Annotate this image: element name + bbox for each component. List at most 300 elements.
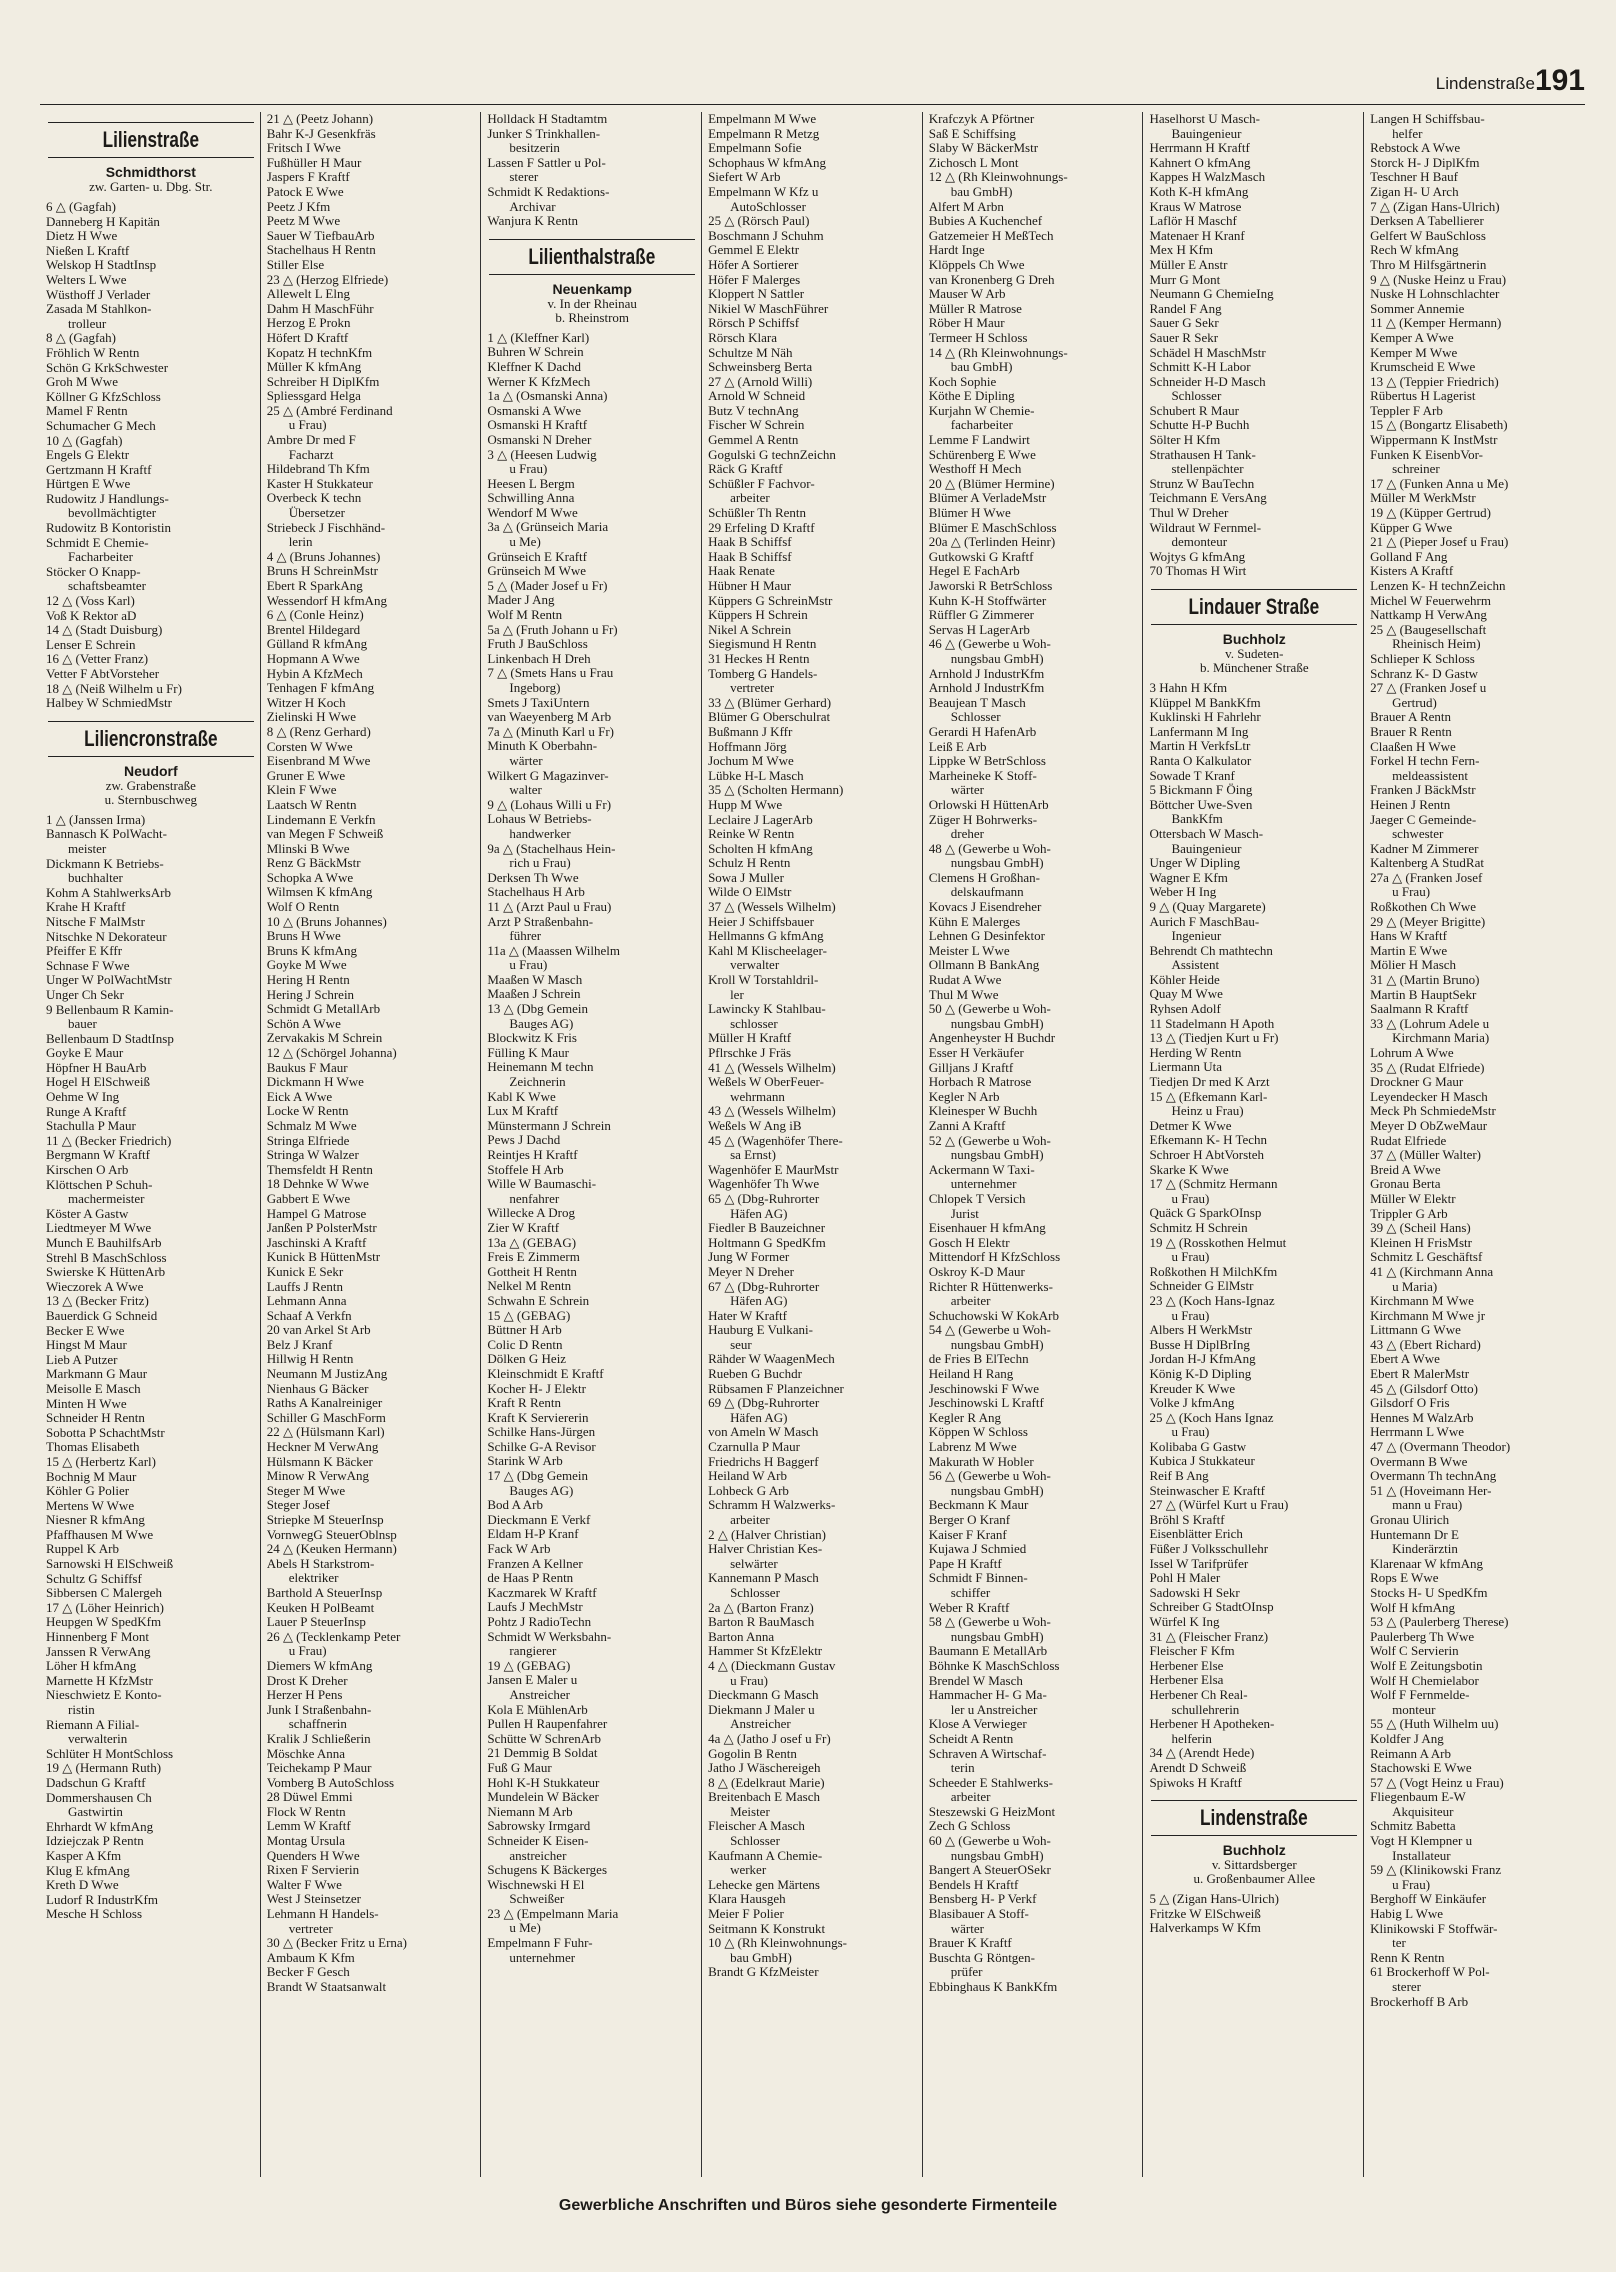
resident-entry: Hater W Kraftf <box>708 1308 787 1323</box>
resident-entry: Schreiber H DiplKfm <box>266 374 380 389</box>
resident-entry: Engels G Elektr <box>46 448 130 463</box>
resident-entry: Haak B Schiffsf <box>708 535 792 550</box>
resident-entry: Kloppert N Sattler <box>708 287 805 302</box>
resident-entry: Bruns K kfmAng <box>266 943 357 958</box>
resident-entry: 48 △ (Gewerbe u Woh- <box>928 841 1051 856</box>
resident-entry: Hoffmann Jörg <box>708 739 787 754</box>
directory-column <box>1143 112 1364 2177</box>
resident-entry: Pullen H Raupenfahrer <box>487 1717 608 1732</box>
resident-entry: wärter <box>509 753 543 768</box>
resident-entry: Stoffele H Arb <box>487 1162 564 1177</box>
resident-entry: Schmidt K Redaktions- <box>487 184 610 199</box>
resident-entry: Steszewski G HeizMont <box>928 1804 1056 1819</box>
resident-entry: Breid A Wwe <box>1370 1162 1441 1177</box>
resident-entry: Eisenblätter Erich <box>1149 1527 1243 1542</box>
resident-entry: Kleinen H FrisMstr <box>1370 1235 1472 1250</box>
directory-column <box>1364 112 1585 2177</box>
resident-entry: Mesche H Schloss <box>46 1907 143 1922</box>
resident-entry: u Frau) <box>730 1673 768 1688</box>
resident-entry: Maaßen W Masch <box>487 972 583 987</box>
resident-entry: Schubert R Maur <box>1149 403 1239 418</box>
resident-entry: Ebert A Wwe <box>1370 1352 1440 1367</box>
resident-entry: Butz V technAng <box>708 403 799 418</box>
resident-entry: Halverkamps W Kfm <box>1149 1921 1261 1936</box>
resident-entry: Heesen L Bergm <box>487 476 575 491</box>
resident-entry: Leclaire J LagerArb <box>708 812 813 827</box>
resident-entry: Kirchmann Maria) <box>1392 1031 1490 1046</box>
resident-entry: Schopka A Wwe <box>266 870 354 885</box>
resident-entry: Schneider G ElMstr <box>1149 1279 1254 1294</box>
resident-entry: Klöppels Ch Wwe <box>928 257 1025 272</box>
resident-entry: Claaßen H Wwe <box>1370 739 1456 754</box>
resident-entry: VornwegG SteuerOblnsp <box>266 1527 397 1542</box>
resident-entry: Hammer St KfzElektr <box>708 1644 823 1659</box>
street-section-range: b. Münchener Straße <box>1199 660 1309 675</box>
resident-entry: Wischnewski H El <box>487 1877 585 1892</box>
resident-entry: 31 Heckes H Rentn <box>708 651 810 666</box>
resident-entry: schlosser <box>730 1016 778 1031</box>
resident-entry: Lieb A Putzer <box>46 1352 118 1367</box>
resident-entry: 41 △ (Kirchmann Anna <box>1370 1264 1494 1279</box>
resident-entry: Heinen J Rentn <box>1370 797 1451 812</box>
resident-entry: Unger Ch Sekr <box>46 987 124 1002</box>
resident-entry: u Me) <box>509 1921 541 1936</box>
resident-entry: Clemens H Großhan- <box>928 870 1040 885</box>
resident-entry: Arendt D Schweiß <box>1149 1760 1247 1775</box>
resident-list <box>487 112 697 229</box>
resident-entry: Reif B Ang <box>1149 1469 1209 1484</box>
resident-entry: Gemmel A Rentn <box>708 433 799 448</box>
resident-entry: 7a △ (Minuth Karl u Fr) <box>487 724 614 739</box>
resident-entry: Osmanski H Kraftf <box>487 418 588 433</box>
resident-entry: Michel W Feuerwehrm <box>1370 593 1491 608</box>
resident-entry: Thul W Dreher <box>1149 506 1229 521</box>
resident-entry: Saalmann R Kraftf <box>1370 1002 1469 1017</box>
resident-entry: Hildebrand Th Kfm <box>266 462 370 477</box>
resident-entry: Heinz u Frau) <box>1171 1104 1244 1119</box>
resident-entry: arbeiter <box>730 1513 770 1527</box>
resident-entry: Slaby W BäckerMstr <box>928 141 1039 156</box>
resident-entry: Bauges AG) <box>509 1016 574 1031</box>
resident-entry: Striepke M SteuerInsp <box>266 1513 384 1527</box>
resident-entry: Langen H Schiffsbau- <box>1370 112 1485 126</box>
resident-entry: Haak B Schiffsf <box>708 549 792 564</box>
resident-entry: Füßer J Volksschullehr <box>1149 1542 1269 1557</box>
resident-entry: Dommershausen Ch <box>46 1790 152 1805</box>
resident-entry: 22 △ (Hülsmann Karl) <box>266 1425 385 1440</box>
directory-column <box>261 112 482 2177</box>
resident-entry: Boschmann J Schuhm <box>708 228 824 243</box>
resident-entry: Mölier H Masch <box>1370 958 1457 973</box>
resident-entry: Martin E Wwe <box>1370 943 1448 958</box>
resident-entry: Schaaf A Verkfn <box>266 1308 352 1323</box>
resident-entry: Fülling K Maur <box>487 1045 569 1060</box>
resident-entry: Sowade T Kranf <box>1149 768 1235 783</box>
resident-entry: Kisters A Kraftf <box>1370 564 1454 579</box>
resident-entry: Janßen P PolsterMstr <box>266 1221 377 1236</box>
resident-entry: Nitschke N Dekorateur <box>46 929 167 944</box>
resident-entry: Barthold A SteuerInsp <box>266 1585 383 1600</box>
resident-entry: Schneider H-D Masch <box>1149 374 1266 389</box>
resident-entry: Bauingenieur <box>1171 126 1242 141</box>
resident-entry: Dahm H MaschFühr <box>266 301 374 316</box>
resident-entry: Strehl B MaschSchloss <box>46 1250 167 1265</box>
resident-entry: Hülsmann K Bäcker <box>266 1454 373 1469</box>
resident-entry: Ollmann B BankAng <box>928 958 1040 973</box>
resident-entry: Trippler G Arb <box>1370 1206 1448 1221</box>
resident-entry: Derksen Th Wwe <box>487 870 579 885</box>
resident-entry: Nikiel W MaschFührer <box>708 301 829 316</box>
resident-entry: Voß K Rektor aD <box>46 608 137 623</box>
resident-entry: u Me) <box>509 535 541 550</box>
resident-entry: Installateur <box>1392 1848 1451 1863</box>
resident-entry: Colic D Rentn <box>487 1337 563 1352</box>
resident-entry: Schwahn E Schrein <box>487 1293 590 1308</box>
resident-entry: 55 △ (Huth Wilhelm uu) <box>1370 1717 1499 1732</box>
resident-entry: Herding W Rentn <box>1149 1045 1242 1060</box>
resident-entry: Stringa W Walzer <box>266 1148 359 1163</box>
resident-entry: 35 △ (Rudat Elfriede) <box>1370 1060 1485 1075</box>
resident-entry: Krafczyk A Pförtner <box>928 112 1035 126</box>
resident-entry: Wagner E Kfm <box>1149 870 1228 885</box>
resident-entry: Arnhold J IndustrKfm <box>928 666 1045 681</box>
resident-entry: Lauffs J Rentn <box>266 1279 343 1294</box>
resident-entry: Hampel G Matrose <box>266 1206 367 1221</box>
resident-entry: Fiedler B Bauzeichner <box>708 1221 826 1236</box>
resident-entry: Schmidt G MetallArb <box>266 1002 381 1017</box>
resident-entry: Köppen W Schloss <box>928 1425 1028 1440</box>
resident-entry: Nitsche F MalMstr <box>46 914 145 929</box>
resident-entry: Kaltenberg A StudRat <box>1370 856 1484 871</box>
directory-column <box>40 112 261 2177</box>
resident-entry: Hybin A KfzMech <box>266 666 363 681</box>
resident-entry: Issel W Tarifprüfer <box>1149 1556 1249 1571</box>
resident-entry: Kovacs J Eisendreher <box>928 900 1042 915</box>
street-section-range: v. Sittardsberger <box>1211 1857 1297 1873</box>
street-section-range: u. Großenbaumer Allee <box>1193 1871 1316 1887</box>
resident-entry: Nießen L Kraftf <box>46 243 130 258</box>
resident-entry: Lehecke gen Märtens <box>708 1877 820 1892</box>
resident-entry: 21 Demmig B Soldat <box>487 1746 598 1761</box>
resident-entry: Lehnen G Desinfektor <box>928 929 1045 944</box>
resident-entry: Montag Ursula <box>266 1834 346 1849</box>
resident-entry: meldeassistent <box>1392 768 1468 783</box>
resident-entry: Brauer A Rentn <box>1370 710 1452 725</box>
resident-entry: Saß E Schiffsing <box>928 126 1016 141</box>
resident-entry: Kunick B HüttenMstr <box>266 1250 381 1265</box>
resident-entry: Vomberg B AutoSchloss <box>266 1775 395 1790</box>
resident-entry: Kinderärztin <box>1392 1542 1458 1557</box>
resident-entry: u Frau) <box>1171 1425 1210 1440</box>
resident-entry: Schmidt W Werksbahn- <box>487 1629 612 1644</box>
resident-entry: 46 △ (Gewerbe u Woh- <box>928 637 1051 652</box>
resident-entry: rangierer <box>509 1644 557 1659</box>
resident-entry: Niemann M Arb <box>487 1804 573 1819</box>
resident-entry: Empelmann M Wwe <box>708 112 817 126</box>
resident-entry: Kaczmarek W Kraftf <box>487 1585 597 1600</box>
resident-entry: 9 △ (Lohaus Willi u Fr) <box>487 797 612 812</box>
resident-entry: Barton Anna <box>708 1629 775 1644</box>
resident-entry: Labrenz M Wwe <box>928 1440 1017 1455</box>
resident-entry: Laufs J MechMstr <box>487 1600 583 1615</box>
resident-entry: 11 △ (Arzt Paul u Frau) <box>487 899 612 914</box>
resident-entry: Hogel H ElSchweiß <box>46 1075 150 1090</box>
resident-entry: arbeiter <box>950 1294 991 1309</box>
resident-entry: Herzog E Prokn <box>266 316 351 331</box>
resident-entry: Fleischer A Masch <box>708 1819 805 1834</box>
resident-entry: Angenheyster H Buchdr <box>928 1031 1056 1046</box>
resident-entry: Bröhl S Kraftf <box>1149 1512 1225 1527</box>
resident-entry: Ruppel K Arb <box>46 1542 119 1557</box>
resident-entry: Flock W Rentn <box>266 1804 346 1819</box>
resident-entry: Bangert A SteuerOSekr <box>928 1863 1051 1878</box>
resident-entry: Wüsthoff J Verlader <box>46 287 151 302</box>
resident-entry: Kopatz H technKfm <box>266 345 373 360</box>
resident-entry: schwester <box>1392 827 1444 842</box>
resident-entry: 13 △ (Tiedjen Kurt u Fr) <box>1149 1031 1279 1046</box>
resident-entry: Müller R Matrose <box>928 301 1022 316</box>
resident-entry: Ebert R SparkAng <box>266 579 363 593</box>
resident-entry: Empelmann W Kfz u <box>708 184 819 199</box>
resident-entry: Thul M Wwe <box>928 987 999 1002</box>
resident-entry: Schiller G MaschForm <box>266 1410 386 1425</box>
resident-entry: Räck G Kraftf <box>708 462 783 477</box>
resident-entry: sterer <box>509 170 539 185</box>
resident-entry: Rixen F Servierin <box>266 1863 360 1878</box>
resident-entry: Höpfner H BauArb <box>46 1060 147 1075</box>
resident-entry: Gottheit H Rentn <box>487 1264 577 1279</box>
resident-entry: 5a △ (Fruth Johann u Fr) <box>487 622 618 637</box>
resident-entry: 1a △ (Osmanski Anna) <box>487 389 608 404</box>
resident-entry: Habig L Wwe <box>1370 1907 1444 1922</box>
resident-entry: Kuhn K-H Stoffwärter <box>928 593 1047 608</box>
resident-entry: Gabbert E Wwe <box>266 1191 351 1206</box>
resident-entry: Wieczorek A Wwe <box>46 1279 144 1294</box>
resident-entry: Diekmann J Maler u <box>708 1702 815 1717</box>
resident-list <box>1370 112 1581 2009</box>
resident-entry: Schmitt K-H Labor <box>1149 360 1251 375</box>
resident-entry: Schürenberg E Wwe <box>928 447 1036 462</box>
resident-entry: Gronau Berta <box>1370 1177 1441 1192</box>
resident-entry: Gilljans J Kraftf <box>928 1060 1014 1075</box>
resident-entry: 31 △ (Fleischer Franz) <box>1149 1629 1269 1644</box>
resident-entry: Schlosser <box>730 1834 780 1849</box>
resident-entry: Schlosser <box>950 710 1001 725</box>
resident-entry: Thomas Elisabeth <box>46 1440 140 1455</box>
resident-entry: Corsten W Wwe <box>266 739 353 754</box>
resident-entry: Wessendorf H kfmAng <box>266 593 387 608</box>
resident-entry: 17 △ (Löher Heinrich) <box>46 1600 164 1615</box>
resident-entry: unternehmer <box>509 1950 576 1965</box>
resident-entry: Bahr K-J Gesenkfräs <box>266 126 376 141</box>
resident-entry: Locke W Rentn <box>266 1104 349 1119</box>
resident-entry: van Kronenberg G Dreh <box>928 272 1055 287</box>
resident-entry: Kraft R Rentn <box>487 1396 562 1411</box>
resident-entry: 2a △ (Barton Franz) <box>708 1600 814 1615</box>
resident-entry: Pfeiffer E Kffr <box>46 944 123 959</box>
resident-entry: u Frau) <box>1171 1308 1210 1323</box>
resident-entry: u Frau) <box>1171 1191 1210 1206</box>
resident-entry: Danneberg H Kapitän <box>46 214 160 229</box>
resident-entry: Wolf F Fernmelde- <box>1370 1688 1470 1703</box>
resident-entry: Werner K KfzMech <box>487 374 591 389</box>
resident-entry: Hans W Kraftf <box>1370 929 1447 944</box>
resident-entry: Meier F Polier <box>708 1907 784 1922</box>
resident-entry: Oskroy K-D Maur <box>928 1264 1025 1279</box>
resident-entry: Matenaer H Kranf <box>1149 228 1245 243</box>
resident-entry: Schumacher G Mech <box>46 418 156 433</box>
resident-entry: Groh M Wwe <box>46 375 118 390</box>
resident-entry: Schugens K Bäckerges <box>487 1863 607 1878</box>
resident-entry: Dadschun G Kraftf <box>46 1775 146 1790</box>
resident-entry: Schreiber G StadtOInsp <box>1149 1600 1274 1615</box>
resident-entry: Kegler N Arb <box>928 1089 1000 1104</box>
resident-entry: 14 △ (Rh Kleinwohnungs- <box>928 345 1068 360</box>
resident-entry: ler <box>730 987 744 1002</box>
resident-entry: Drockner G Maur <box>1370 1075 1464 1090</box>
resident-entry: 5 △ (Mader Josef u Fr) <box>487 578 608 593</box>
resident-entry: Bendels H Kraftf <box>928 1877 1019 1892</box>
resident-entry: Hupp M Wwe <box>708 797 783 812</box>
resident-entry: Tomberg G Handels- <box>708 666 818 681</box>
resident-entry: Klara Hausgeh <box>708 1892 786 1907</box>
resident-entry: Kirchmann M Wwe <box>1370 1294 1474 1309</box>
resident-entry: Schranz K- D Gastw <box>1370 666 1479 681</box>
resident-entry: Derksen A Tabellierer <box>1370 214 1484 229</box>
resident-entry: 20a △ (Terlinden Heinr) <box>928 535 1056 550</box>
resident-entry: 17 △ (Schmitz Hermann <box>1149 1177 1278 1192</box>
resident-entry: Laatsch W Rentn <box>266 797 357 812</box>
resident-entry: lerin <box>288 535 313 550</box>
resident-entry: Jeschinowski L Kraftf <box>928 1396 1044 1411</box>
resident-entry: Holldack H Stadtamtm <box>487 112 608 126</box>
resident-entry: Reinke W Rentn <box>708 827 795 842</box>
resident-entry: ristin <box>68 1703 95 1717</box>
resident-entry: Jansen E Maler u <box>487 1673 578 1688</box>
resident-entry: Hauburg E Vulkani- <box>708 1323 813 1338</box>
resident-entry: Liermann Uta <box>1149 1060 1222 1075</box>
resident-entry: Küppers G SchreinMstr <box>708 593 833 608</box>
resident-entry: Gogulski G technZeichn <box>708 447 836 462</box>
resident-entry: nungsbau GmbH) <box>950 1148 1044 1163</box>
resident-entry: Bannasch K PolWacht- <box>46 827 167 842</box>
resident-entry: arbeiter <box>730 491 770 506</box>
resident-entry: Hering H Rentn <box>266 973 350 988</box>
resident-entry: Czarnulla P Maur <box>708 1440 801 1455</box>
resident-entry: Kadner M Zimmerer <box>1370 841 1479 856</box>
resident-entry: Pflrschke J Fräs <box>708 1046 792 1060</box>
resident-entry: Gülland R kfmAng <box>266 637 368 652</box>
resident-entry: Rebstock A Wwe <box>1370 141 1461 156</box>
resident-entry: Kuklinski H Fahrlehr <box>1149 710 1261 725</box>
resident-entry: Meister <box>730 1804 770 1819</box>
resident-entry: 15 △ (Efkemann Karl- <box>1149 1089 1268 1104</box>
resident-entry: Herrmann H Kraftf <box>1149 141 1250 156</box>
resident-entry: Hürtgen E Wwe <box>46 477 131 492</box>
resident-entry: Höfert D Kraftf <box>266 330 349 345</box>
resident-entry: 20 van Arkel St Arb <box>266 1323 371 1338</box>
resident-entry: Grünseich M Wwe <box>487 564 587 579</box>
resident-entry: Efkemann K- H Techn <box>1149 1133 1268 1148</box>
resident-entry: Hinnenberg F Mont <box>46 1630 150 1645</box>
resident-entry: Meyer D ObZweMaur <box>1370 1118 1488 1133</box>
resident-entry: Minow R VerwAng <box>266 1469 370 1484</box>
resident-entry: Steinwascher E Kraftf <box>1149 1483 1265 1498</box>
resident-entry: Böttcher Uwe-Sven <box>1149 797 1253 812</box>
resident-entry: Schmitz L Geschäftsf <box>1370 1250 1483 1265</box>
resident-entry: schaffnerin <box>288 1717 347 1732</box>
resident-entry: Quäck G SparkOInsp <box>1149 1206 1262 1221</box>
resident-entry: Junk I Straßenbahn- <box>266 1702 372 1717</box>
street-heading <box>1151 1800 1357 1836</box>
resident-entry: terin <box>950 1761 975 1776</box>
district-info <box>487 281 697 325</box>
resident-entry: 18 △ (Neiß Wilhelm u Fr) <box>46 681 182 696</box>
resident-entry: Halbey W SchmiedMstr <box>46 696 172 711</box>
resident-entry: Gerardi H HafenArb <box>928 724 1037 739</box>
resident-entry: Unger W PolWachtMstr <box>46 973 172 988</box>
resident-entry: Schlosser <box>730 1585 780 1600</box>
resident-entry: Franken J BäckMstr <box>1370 783 1476 798</box>
resident-entry: 18 Dehnke W Wwe <box>266 1177 369 1192</box>
resident-entry: Kurjahn W Chemie- <box>928 403 1035 418</box>
resident-entry: stellenpächter <box>1171 462 1244 477</box>
resident-entry: Thro M Hilfsgärtnerin <box>1370 257 1487 272</box>
resident-entry: Vetter F AbtVorsteher <box>46 667 160 681</box>
resident-entry: Müller M WerkMstr <box>1370 491 1476 506</box>
resident-entry: Dölken G Heiz <box>487 1352 567 1367</box>
resident-entry: Kannemann P Masch <box>708 1571 819 1586</box>
resident-entry: Schroer H AbtVorsteh <box>1149 1148 1265 1162</box>
resident-entry: Ambre Dr med F <box>266 433 356 448</box>
resident-entry: Wolf E Zeitungsbotin <box>1370 1658 1483 1673</box>
resident-entry: Ebert R MalerMstr <box>1370 1367 1470 1382</box>
resident-entry: Wilde O ElMstr <box>708 885 792 900</box>
resident-entry: 24 △ (Keuken Hermann) <box>266 1542 397 1557</box>
resident-entry: Schutte H-P Buchh <box>1149 418 1250 433</box>
resident-entry: Dickmann H Wwe <box>266 1075 364 1090</box>
resident-entry: Mertens W Wwe <box>46 1498 135 1513</box>
resident-entry: Lippke W BetrSchloss <box>928 754 1046 769</box>
resident-entry: Ingeborg) <box>509 681 561 695</box>
street-section-range: zw. Grabenstraße <box>105 777 196 793</box>
street-heading <box>489 239 695 275</box>
resident-entry: Stachelhaus H Arb <box>487 885 585 900</box>
resident-entry: helferin <box>1171 1731 1212 1746</box>
resident-entry: Linkenbach H Dreh <box>487 651 591 666</box>
resident-entry: schullehrerin <box>1171 1702 1240 1717</box>
resident-entry: Marnette H KfzMstr <box>46 1673 153 1688</box>
resident-entry: Westhoff H Mech <box>928 462 1022 477</box>
resident-entry: Haak Renate <box>708 564 775 579</box>
resident-entry: Lanfermann M Ing <box>1149 724 1249 739</box>
resident-entry: bau GmbH) <box>950 184 1013 199</box>
resident-entry: Roßkothen Ch Wwe <box>1370 900 1477 915</box>
resident-entry: verwalterin <box>68 1732 128 1747</box>
resident-entry: besitzerin <box>509 141 560 156</box>
resident-entry: bauer <box>68 1017 97 1032</box>
resident-entry: 57 △ (Vogt Heinz u Frau) <box>1370 1775 1504 1790</box>
resident-entry: Ebbinghaus K BankKfm <box>928 1980 1058 1994</box>
resident-entry: Quenders H Wwe <box>266 1848 360 1863</box>
resident-entry: verwalter <box>730 958 780 973</box>
page-number: 191 <box>1534 64 1585 97</box>
resident-entry: Kemper M Wwe <box>1370 345 1458 360</box>
resident-entry: Mittendorf H KfzSchloss <box>928 1250 1061 1265</box>
resident-entry: Wildraut W Fernmel- <box>1149 520 1262 535</box>
resident-list <box>1149 681 1359 1790</box>
resident-entry: Littmann G Wwe <box>1370 1323 1461 1338</box>
